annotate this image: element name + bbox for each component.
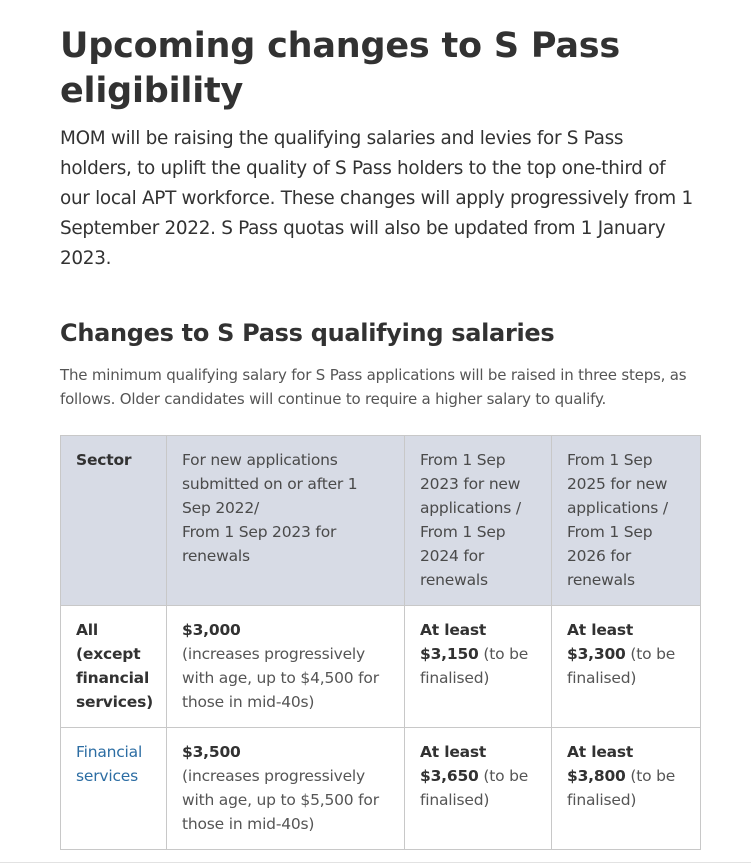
header-col2-line1: For new applications submitted on or after 1 Sep 2022/ — [182, 451, 358, 517]
salary-amount: $3,150 — [420, 645, 479, 663]
cell-salary-2025 — [552, 728, 701, 850]
row-sector-financial[interactable] — [61, 728, 167, 850]
salary-amount: $3,300 — [567, 645, 626, 663]
cell-salary-2022 — [167, 606, 405, 728]
at-least-label: At least — [420, 621, 487, 639]
salary-amount: $3,500 — [182, 743, 241, 761]
at-least-label: At least — [420, 743, 487, 761]
cell-salary-2023 — [405, 606, 552, 728]
cell-salary-2023 — [405, 728, 552, 850]
salary-amount: $3,000 — [182, 621, 241, 639]
intro-paragraph: MOM will be raising the qualifying salaries and levies for S Pass holders, to uplift the quality of S Pass holders to the top one-third of our local APT workforce. These changes will apply progressively from 1 September 2022. S Pass quotas will also be updated from 1 January 2023. — [60, 128, 693, 269]
table-header-row — [61, 436, 701, 606]
header-from-sep-2023: From 1 Sep 2023 for new applications / From 1 Sep 2024 for renewals — [405, 436, 552, 606]
salary-note: (increases progressively with age, up to $4,500 for those in mid-40s) — [182, 645, 379, 711]
at-least-label: At least — [567, 743, 634, 761]
page-title: Upcoming changes to S Pass eligibility — [60, 26, 621, 111]
at-least-label: At least — [567, 621, 634, 639]
section-lead: The minimum qualifying salary for S Pass applications will be raised in three steps, as follows. Older candidates will continue to require a higher salary to qualify. — [60, 366, 687, 408]
table-row — [61, 728, 701, 850]
salary-amount: $3,650 — [420, 767, 479, 785]
cell-salary-2025 — [552, 606, 701, 728]
header-new-applications-2022 — [167, 436, 405, 606]
cell-salary-2022 — [167, 728, 405, 850]
row-sector-all: All (except financial services) — [61, 606, 167, 728]
financial-services-link[interactable]: Financial services — [76, 743, 143, 785]
table-row — [61, 606, 701, 728]
salary-note: (to be finalised) — [420, 767, 529, 809]
bottom-divider — [0, 862, 751, 863]
salary-note: (to be finalised) — [567, 767, 676, 809]
salary-note: (increases progressively with age, up to $5,500 for those in mid-40s) — [182, 767, 379, 833]
page-content — [60, 0, 700, 850]
header-from-sep-2025: From 1 Sep 2025 for new applications / From 1 Sep 2026 for renewals — [552, 436, 701, 606]
section-heading: Changes to S Pass qualifying salaries — [60, 319, 555, 347]
salary-table — [60, 435, 701, 850]
header-sector: Sector — [61, 436, 167, 606]
salary-note: (to be finalised) — [567, 645, 676, 687]
header-col2-line2: From 1 Sep 2023 for renewals — [182, 523, 337, 565]
salary-amount: $3,800 — [567, 767, 626, 785]
salary-note: (to be finalised) — [420, 645, 529, 687]
